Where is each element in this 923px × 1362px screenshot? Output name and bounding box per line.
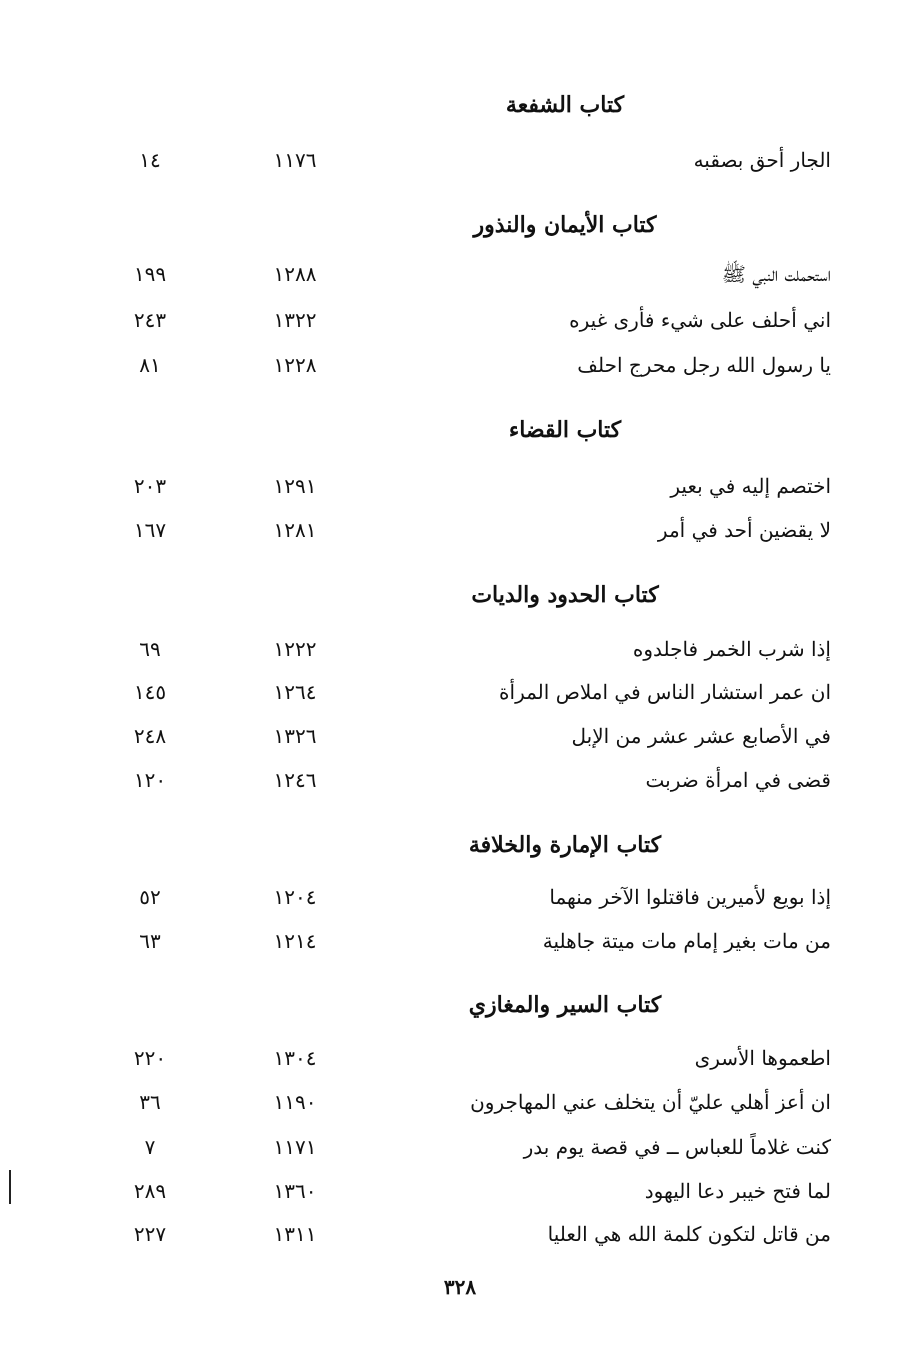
entry-hadith-number: ١٢١٤ <box>273 929 317 953</box>
entry-page-number: ٢٨٩ <box>133 1179 167 1203</box>
entry-title: الجار أحق بصقبه <box>693 148 831 172</box>
entry-title: اختصم إليه في بعير <box>670 474 831 498</box>
entry-page-number: ٢٢٠ <box>133 1046 167 1070</box>
entry-page-number: ١٦٧ <box>133 518 167 542</box>
entry-page-number: ٦٣ <box>139 929 161 953</box>
entry-hadith-number: ١١٧٦ <box>273 148 317 172</box>
index-entry <box>0 518 923 558</box>
entry-hadith-number: ١١٩٠ <box>273 1090 317 1114</box>
entry-title: كنت غلاماً للعباس ــ في قصة يوم بدر <box>523 1135 831 1159</box>
entry-title: يا رسول الله رجل محرج احلف <box>577 353 831 377</box>
entry-title: من قاتل لتكون كلمة الله هي العليا <box>547 1222 831 1246</box>
index-entry <box>0 148 923 188</box>
entry-page-number: ٢٤٣ <box>133 308 167 332</box>
entry-title: قضى في امرأة ضربت <box>645 768 831 792</box>
index-entry <box>0 680 923 720</box>
entry-hadith-number: ١٢٩١ <box>273 474 317 498</box>
index-entry <box>0 724 923 764</box>
index-entry <box>0 929 923 969</box>
entry-page-number: ١٤ <box>139 148 161 172</box>
section-heading: كتاب الحدود والديات <box>471 582 659 608</box>
entry-page-number: ١٤٥ <box>133 680 167 704</box>
entry-hadith-number: ١٣٢٦ <box>273 724 317 748</box>
index-entry <box>0 474 923 514</box>
entry-page-number: ٣٦ <box>139 1090 161 1114</box>
entry-title: ان عمر استشار الناس في املاص المرأة <box>499 680 831 704</box>
index-entry <box>0 353 923 393</box>
entry-page-number: ٥٢ <box>139 885 161 909</box>
index-entry <box>0 1222 923 1262</box>
entry-page-number: ٧ <box>144 1135 156 1159</box>
margin-mark <box>9 1170 11 1204</box>
index-entry <box>0 1090 923 1130</box>
page-number: ٣٢٨ <box>443 1275 477 1299</box>
entry-hadith-number: ١٢٢٨ <box>273 353 317 377</box>
entry-page-number: ٢٤٨ <box>133 724 167 748</box>
entry-hadith-number: ١٢٦٤ <box>273 680 317 704</box>
entry-hadith-number: ١٣٢٢ <box>273 308 317 332</box>
section-heading: كتاب السير والمغازي <box>468 992 662 1018</box>
section-heading: كتاب الإمارة والخلافة <box>468 832 662 858</box>
entry-title: من مات بغير إمام مات ميتة جاهلية <box>542 929 831 953</box>
entry-hadith-number: ١٢٤٦ <box>273 768 317 792</box>
section-heading: كتاب الشفعة <box>505 92 625 118</box>
entry-hadith-number: ١٢٠٤ <box>273 885 317 909</box>
entry-page-number: ٢٢٧ <box>133 1222 167 1246</box>
entry-title: في الأصابع عشر عشر من الإبل <box>571 724 831 748</box>
entry-hadith-number: ١١٧١ <box>273 1135 317 1159</box>
entry-title: إذا بويع لأميرين فاقتلوا الآخر منهما <box>549 885 831 909</box>
index-entry <box>0 637 923 677</box>
index-entry <box>0 885 923 925</box>
entry-hadith-number: ١٣٦٠ <box>273 1179 317 1203</box>
index-entry <box>0 1179 923 1219</box>
entry-hadith-number: ١٢٨٨ <box>273 262 317 286</box>
section-heading: كتاب القضاء <box>508 417 622 443</box>
entry-title: ان أعز أهلي عليّ أن يتخلف عني المهاجرون <box>470 1090 831 1114</box>
index-entry <box>0 1046 923 1086</box>
index-entry <box>0 1135 923 1175</box>
entry-hadith-number: ١٢٨١ <box>273 518 317 542</box>
entry-page-number: ٦٩ <box>139 637 161 661</box>
entry-page-number: ٨١ <box>139 353 161 377</box>
entry-title: لما فتح خيبر دعا اليهود <box>644 1179 831 1203</box>
index-entry <box>0 308 923 348</box>
entry-title: اني أحلف على شيء فأرى غيره <box>569 308 831 332</box>
entry-hadith-number: ١٣١١ <box>273 1222 317 1246</box>
index-entry <box>0 768 923 808</box>
entry-hadith-number: ١٣٠٤ <box>273 1046 317 1070</box>
entry-title: استحملت النبي ﷺ <box>721 262 831 286</box>
entry-page-number: ١٢٠ <box>133 768 167 792</box>
entry-title: اطعموها الأسرى <box>694 1046 831 1070</box>
index-entry <box>0 262 923 302</box>
entry-title: لا يقضين أحد في أمر <box>657 518 831 542</box>
entry-hadith-number: ١٢٢٢ <box>273 637 317 661</box>
entry-title: إذا شرب الخمر فاجلدوه <box>632 637 831 661</box>
entry-page-number: ١٩٩ <box>133 262 167 286</box>
section-heading: كتاب الأيمان والنذور <box>473 212 657 238</box>
entry-page-number: ٢٠٣ <box>133 474 167 498</box>
